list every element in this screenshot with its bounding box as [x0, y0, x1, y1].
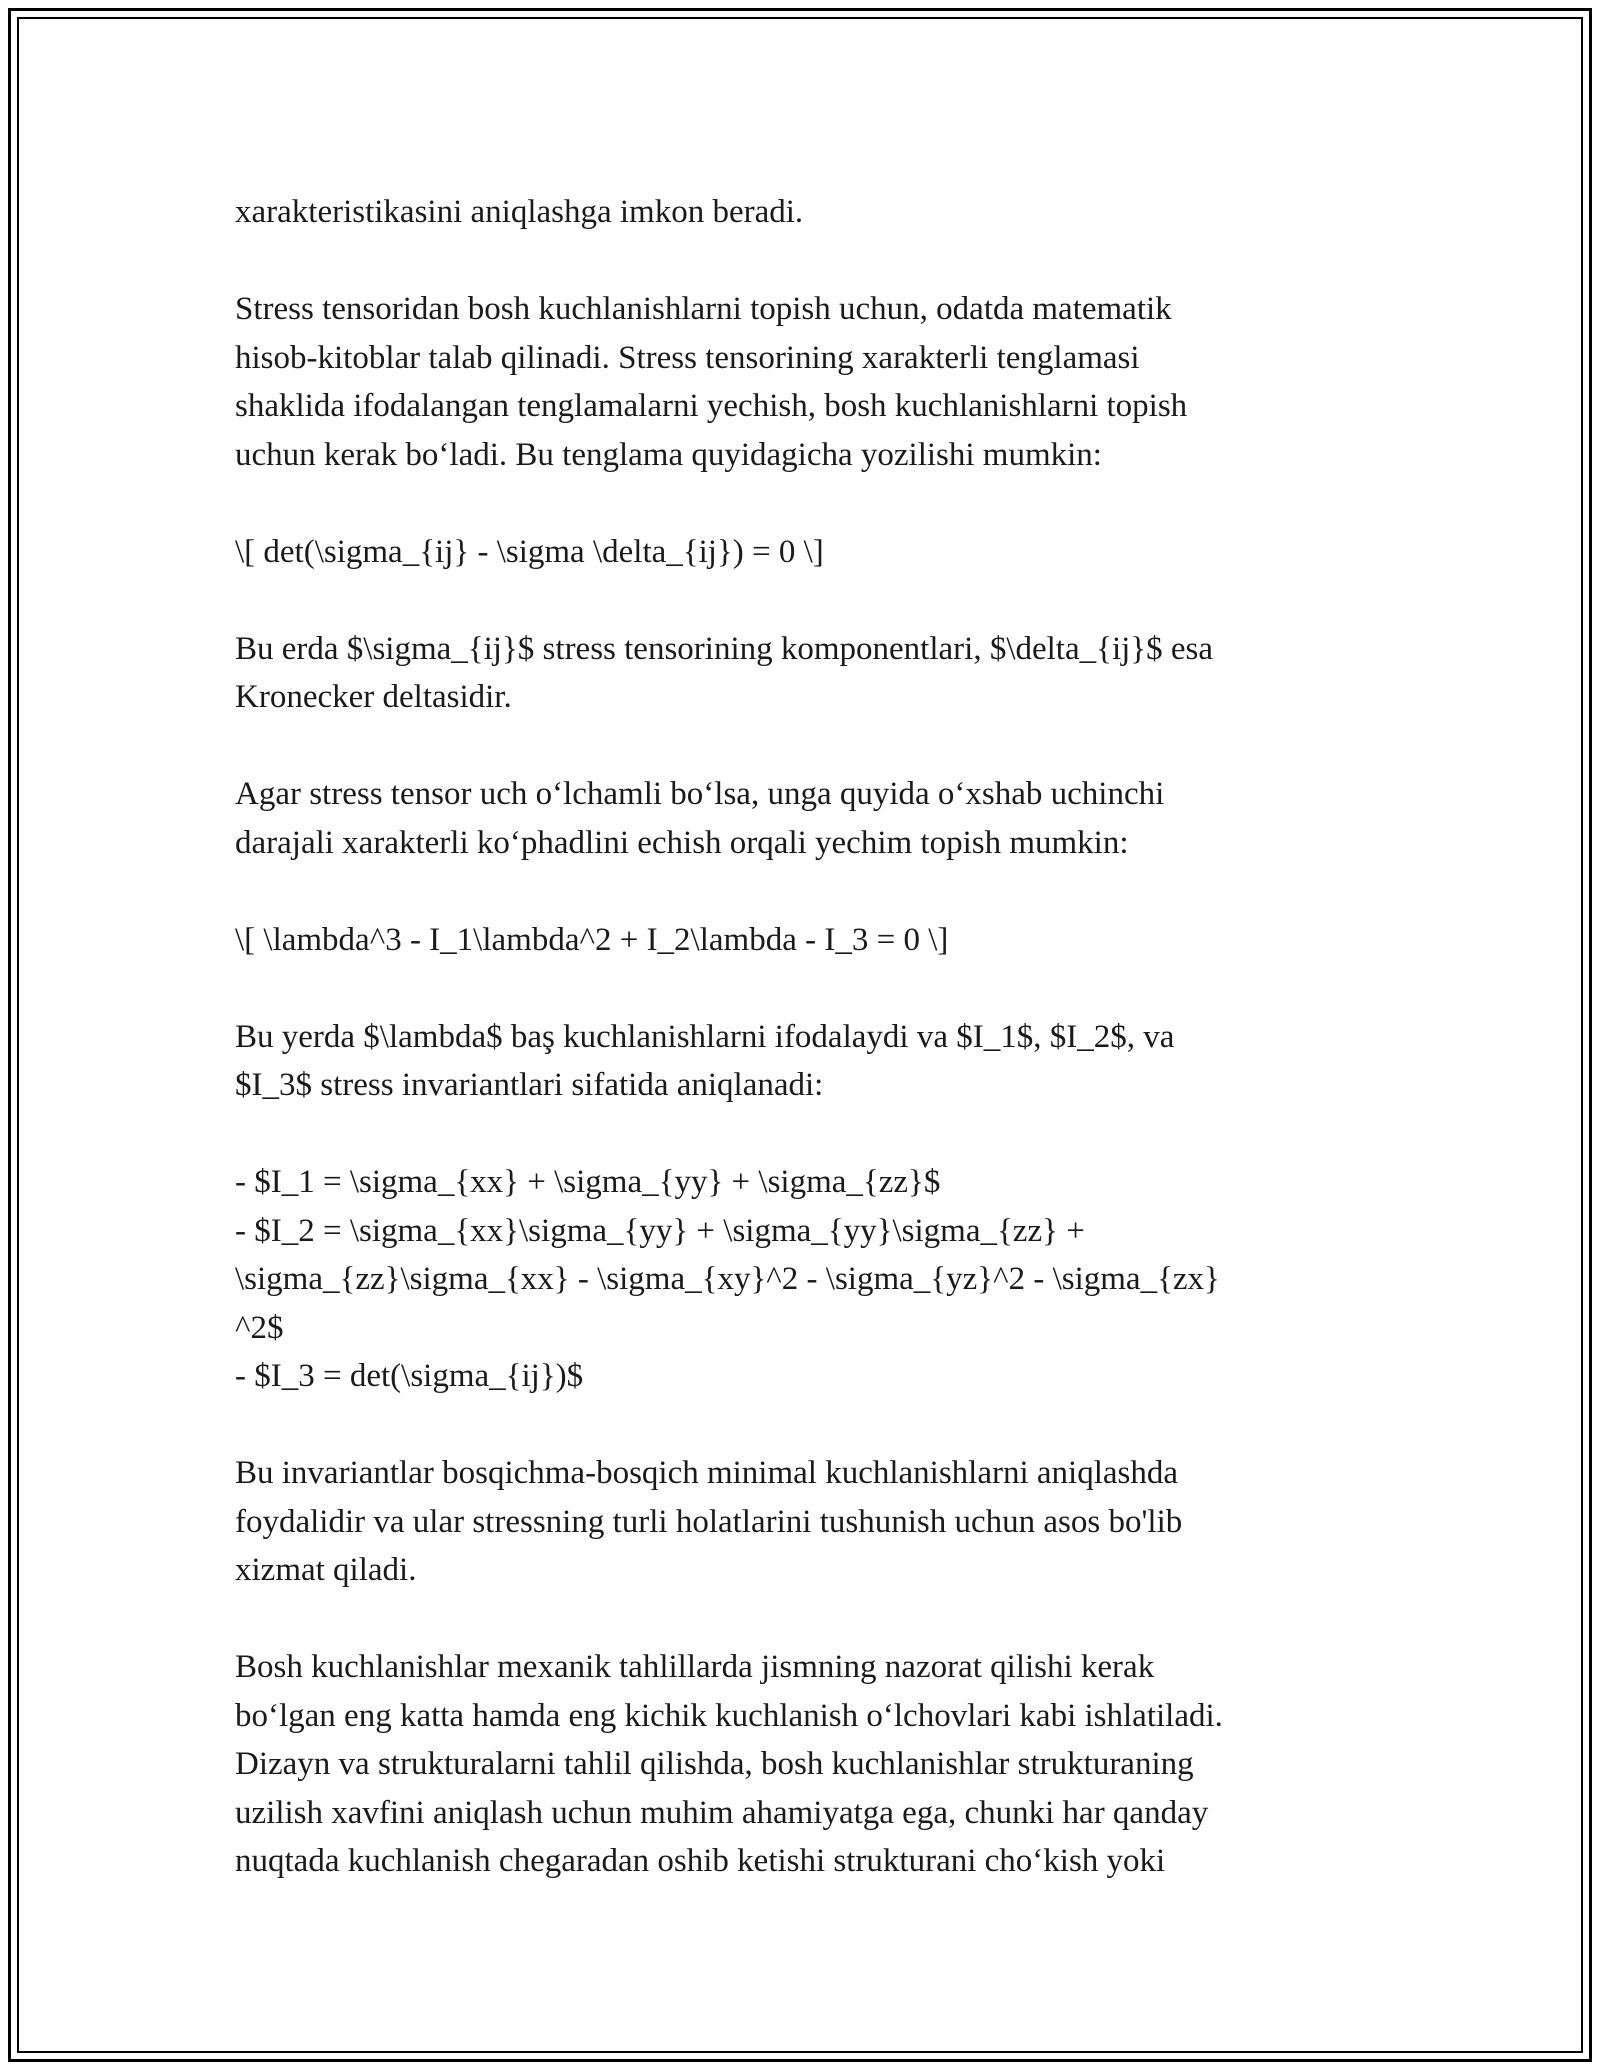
text-line: foydalidir va ular stressning turli holatlarini tushunish uchun asos bo'lib — [235, 1503, 1183, 1540]
paragraph — [235, 528, 1395, 577]
text-line: Bu yerda $\lambda$ baş kuchlanishlarni ifodalaydi va $I_1$, $I_2$, va — [235, 1018, 1175, 1055]
paragraph-gap — [235, 576, 1395, 625]
text-line: - $I_1 = \sigma_{xx} + \sigma_{yy} + \sigma_{zz}$ — [235, 1164, 941, 1200]
paragraph-gap — [235, 479, 1395, 528]
text-line: xizmat qiladi. — [235, 1552, 417, 1588]
document-body — [235, 188, 1395, 1886]
text-line: Bu erda $\sigma_{ij}$ stress tensorining komponentlari, $\delta_{ij}$ esa — [235, 630, 1214, 667]
paragraph — [235, 1013, 1395, 1110]
paragraph — [235, 1643, 1395, 1886]
text-line: Kronecker deltasidir. — [235, 679, 512, 715]
text-line: bo‘lgan eng katta hamda eng kichik kuchlanish o‘lchovlari kabi ishlatiladi. — [235, 1697, 1223, 1734]
paragraph — [235, 770, 1395, 867]
paragraph — [235, 625, 1395, 722]
paragraph — [235, 285, 1395, 479]
text-line: xarakteristikasini aniqlashga imkon beradi. — [235, 194, 804, 230]
text-line: uchun kerak bo‘ladi. Bu tenglama quyidagicha yozilishi mumkin: — [235, 436, 1102, 473]
paragraph — [235, 916, 1395, 965]
paragraph — [235, 1158, 1395, 1401]
text-line: - $I_2 = \sigma_{xx}\sigma_{yy} + \sigma_{yy}\sigma_{zz} + — [235, 1212, 1085, 1249]
text-line: nuqtada kuchlanish chegaradan oshib ketishi strukturani cho‘kish yoki — [235, 1843, 1166, 1879]
paragraph-gap — [235, 1110, 1395, 1159]
paragraph-gap — [235, 237, 1395, 286]
text-line: ^2$ — [235, 1309, 284, 1346]
paragraph — [235, 188, 1395, 237]
text-line: Agar stress tensor uch o‘lchamli bo‘lsa, unga quyida o‘xshab uchinchi — [235, 776, 1165, 812]
text-line: \[ \lambda^3 - I_1\lambda^2 + I_2\lambda - I_3 = 0 \] — [235, 921, 949, 958]
text-line: \sigma_{zz}\sigma_{xx} - \sigma_{xy}^2 - \sigma_{yz}^2 - \sigma_{zx} — [235, 1261, 1220, 1297]
text-line: Bu invariantlar bosqichma-bosqich minimal kuchlanishlarni aniqlashda — [235, 1455, 1179, 1491]
text-line: $I_3$ stress invariantlari sifatida aniqlanadi: — [235, 1067, 824, 1103]
text-line: uzilish xavfini aniqlash uchun muhim ahamiyatga ega, chunki har qanday — [235, 1794, 1209, 1831]
paragraph — [235, 1449, 1395, 1595]
paragraph-gap — [235, 964, 1395, 1013]
text-line: Dizayn va strukturalarni tahlil qilishda, bosh kuchlanishlar strukturaning — [235, 1746, 1194, 1782]
paragraph-gap — [235, 1595, 1395, 1644]
paragraph-gap — [235, 867, 1395, 916]
text-line: Bosh kuchlanishlar mexanik tahlillarda jismning nazorat qilishi kerak — [235, 1649, 1155, 1685]
text-line: Stress tensoridan bosh kuchlanishlarni topish uchun, odatda matematik — [235, 291, 1172, 327]
paragraph-gap — [235, 1401, 1395, 1450]
text-line: - $I_3 = det(\sigma_{ij})$ — [235, 1358, 584, 1394]
text-line: darajali xarakterli ko‘phadlini echish orqali yechim topish mumkin: — [235, 824, 1129, 861]
text-line: hisob-kitoblar talab qilinadi. Stress tensorining xarakterli tenglamasi — [235, 339, 1140, 376]
paragraph-gap — [235, 722, 1395, 771]
text-line: \[ det(\sigma_{ij} - \sigma \delta_{ij}) = 0 \] — [235, 533, 824, 570]
text-line: shaklida ifodalangan tenglamalarni yechish, bosh kuchlanishlarni topish — [235, 388, 1188, 424]
